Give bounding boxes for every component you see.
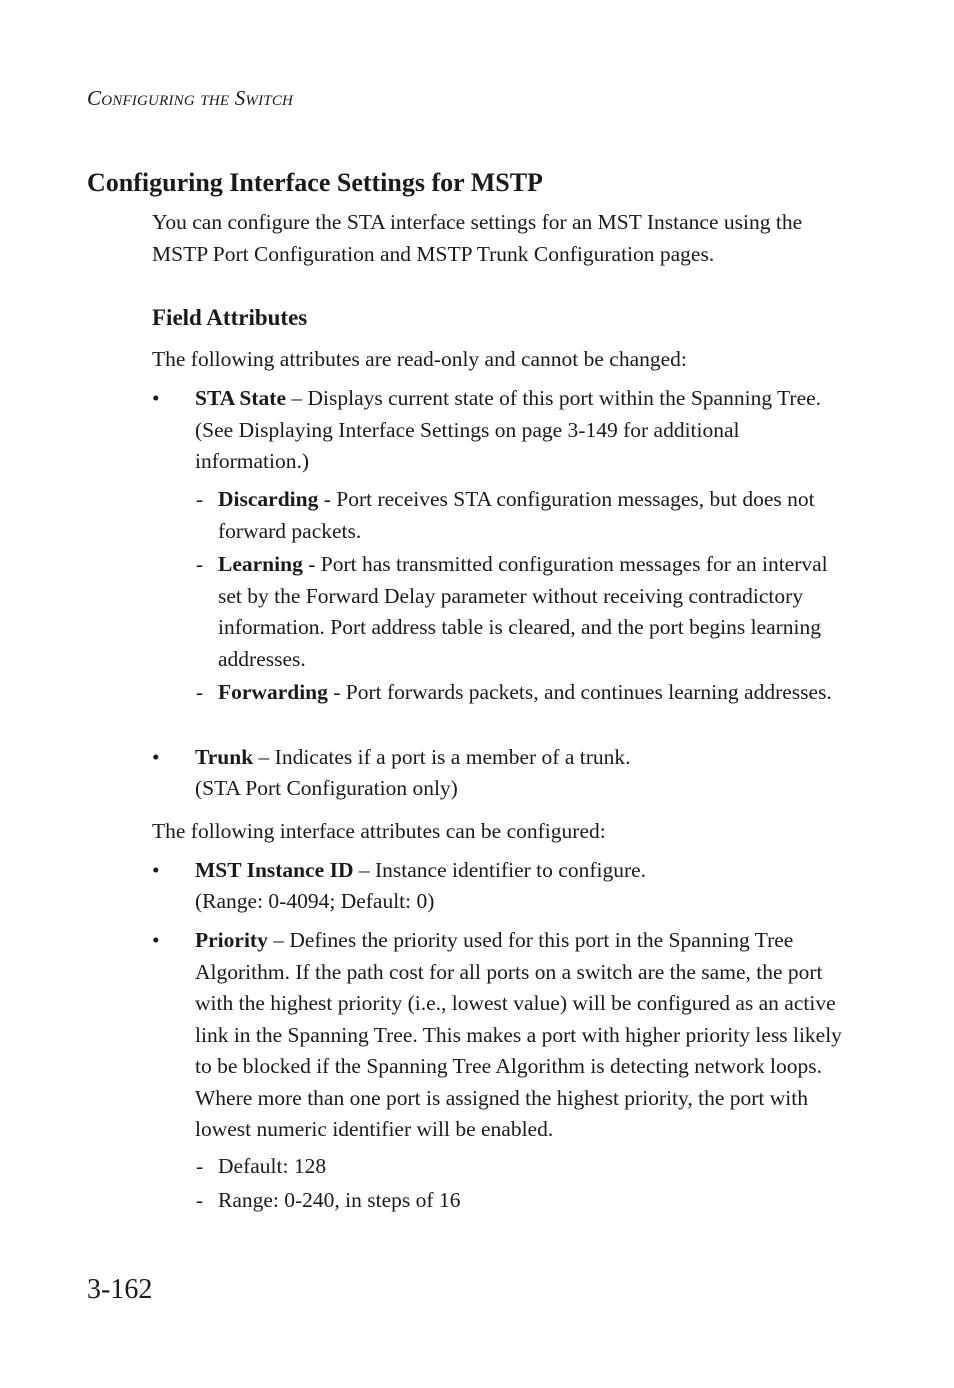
desc-forwarding: - Port forwards packets, and continues learning addresses. [327,680,832,704]
term-forwarding: Forwarding [218,680,328,704]
desc-trunk: – Indicates if a port is a member of a trunk. [253,745,631,769]
dash-icon: - [196,1188,204,1212]
desc-sta-state: – Displays current state of this port within the Spanning Tree. (See Displaying Interface Settings on page 3-149 for additional information.) [195,386,822,473]
intro-paragraph: You can configure the STA interface settings for an MST Instance using the MSTP Port Configuration and MSTP Trunk Configuration pages. [152,210,803,266]
list-item-priority [195,925,847,1146]
desc-priority: – Defines the priority used for this port in the Spanning Tree Algorithm. If the path cost for all ports on a switch are the same, the port with the highest priority (i.e., lowest value) will be configured as an active link in the Spanning Tree. This makes a port with higher priority less likely to be blocked if the Spanning Tree Algorithm is detecting network loops. Where more than one port is assigned the highest priority, the port with lowest numeric identifier will be enabled. [195,928,842,1141]
list-item-trunk [195,742,847,774]
term-learning: Learning [218,552,303,576]
term-priority: Priority [195,928,268,952]
term-trunk: Trunk [195,745,254,769]
dash-icon: - [196,1154,204,1178]
bullet-icon: • [152,386,160,410]
note-trunk: (STA Port Configuration only) [195,776,458,800]
term-discarding: Discarding [218,487,319,511]
field-attributes-heading: Field Attributes [152,305,308,330]
list-item-mst-instance-id [195,855,847,887]
desc-mst-instance-id: – Instance identifier to configure. [353,858,647,882]
sub-item-discarding [218,484,848,547]
readonly-intro: The following attributes are read-only and cannot be changed: [152,347,687,371]
sub-item-learning [218,549,848,675]
note-mst-instance-id: (Range: 0-4094; Default: 0) [195,889,435,913]
dash-icon: - [196,552,204,576]
bullet-icon: • [152,858,160,882]
section-title: Configuring Interface Settings for MSTP [87,168,543,197]
bullet-icon: • [152,745,160,769]
term-mst-instance-id: MST Instance ID [195,858,354,882]
dash-icon: - [196,680,204,704]
desc-learning: - Port has transmitted configuration messages for an interval set by the Forward Delay parameter without receiving contradictory information. Port address table is cleared, and the port begins learning addresses. [218,552,828,671]
sub-item-range: Range: 0-240, in steps of 16 [218,1188,461,1212]
config-intro: The following interface attributes can be configured: [152,819,606,843]
desc-discarding: - Port receives STA configuration messages, but does not forward packets. [218,487,815,543]
sub-item-forwarding [218,677,848,709]
running-header: Configuring the Switch [87,86,294,110]
bullet-icon: • [152,928,160,952]
dash-icon: - [196,487,204,511]
page-number: 3-162 [87,1274,153,1305]
list-item-sta-state [195,383,847,478]
sub-item-default: Default: 128 [218,1154,327,1178]
term-sta-state: STA State [195,386,286,410]
